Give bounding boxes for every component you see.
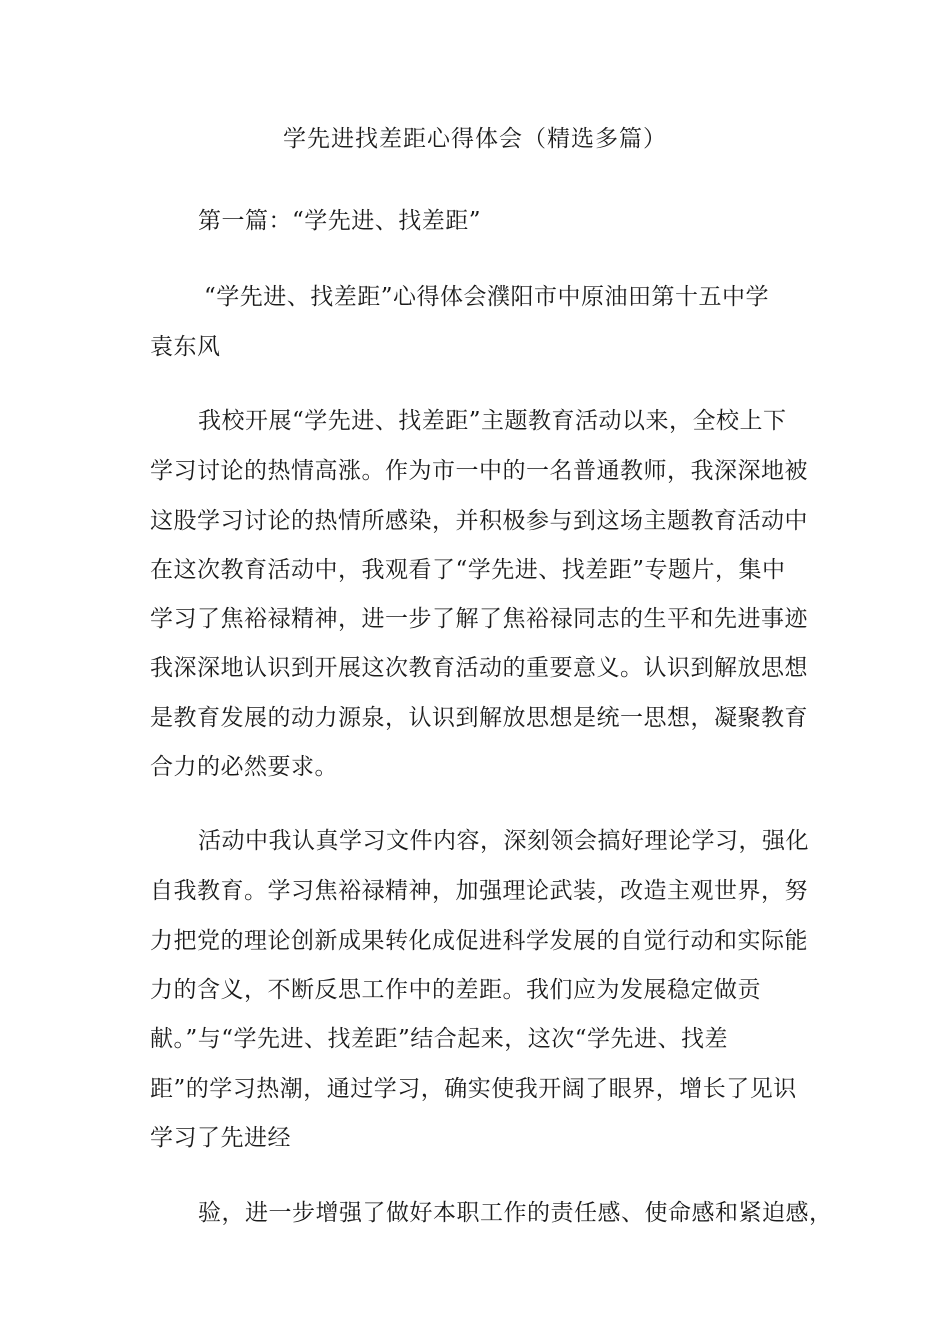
document-title: 学先进找差距心得体会（精选多篇）: [283, 126, 667, 152]
text-line: 学习了焦裕禄精神，进一步了解了焦裕禄同志的生平和先进事迹: [150, 606, 808, 632]
section-heading: 第一篇：“学先进、找差距”: [198, 208, 482, 234]
text-line: 学习讨论的热情高涨。作为市一中的一名普通教师，我深深地被: [150, 458, 808, 484]
text-line: 学习了先进经: [150, 1125, 291, 1151]
text-line: 我校开展“学先进、找差距”主题教育活动以来，全校上下: [198, 408, 787, 434]
text-line: 在这次教育活动中，我观看了“学先进、找差距”专题片，集中: [150, 557, 786, 583]
text-line: 距”的学习热潮，通过学习，确实使我开阔了眼界，增长了见识: [150, 1076, 797, 1102]
text-line: 献。”与“学先进、找差距”结合起来，这次“学先进、找差: [150, 1026, 729, 1052]
text-line: 合力的必然要求。: [150, 754, 338, 780]
text-line: 验，进一步增强了做好本职工作的责任感、使命感和紧迫感，: [198, 1200, 833, 1226]
text-line: 力把党的理论创新成果转化成促进科学发展的自觉行动和实际能: [150, 928, 808, 954]
text-line: 这股学习讨论的热情所感染，并积极参与到这场主题教育活动中: [150, 508, 808, 534]
text-line: 自我教育。学习焦裕禄精神，加强理论武装，改造主观世界，努: [150, 878, 808, 904]
text-line: 活动中我认真学习文件内容，深刻领会搞好理论学习，强化: [198, 828, 809, 854]
text-line: 力的含义，不断反思工作中的差距。我们应为发展稳定做贡: [150, 977, 761, 1003]
text-line: 是教育发展的动力源泉，认识到解放思想是统一思想，凝聚教育: [150, 705, 808, 731]
text-line: “学先进、找差距”心得体会濮阳市中原油田第十五中学: [204, 284, 770, 310]
text-line: 我深深地认识到开展这次教育活动的重要意义。认识到解放思想: [150, 655, 808, 681]
text-line: 袁东风: [150, 334, 221, 360]
